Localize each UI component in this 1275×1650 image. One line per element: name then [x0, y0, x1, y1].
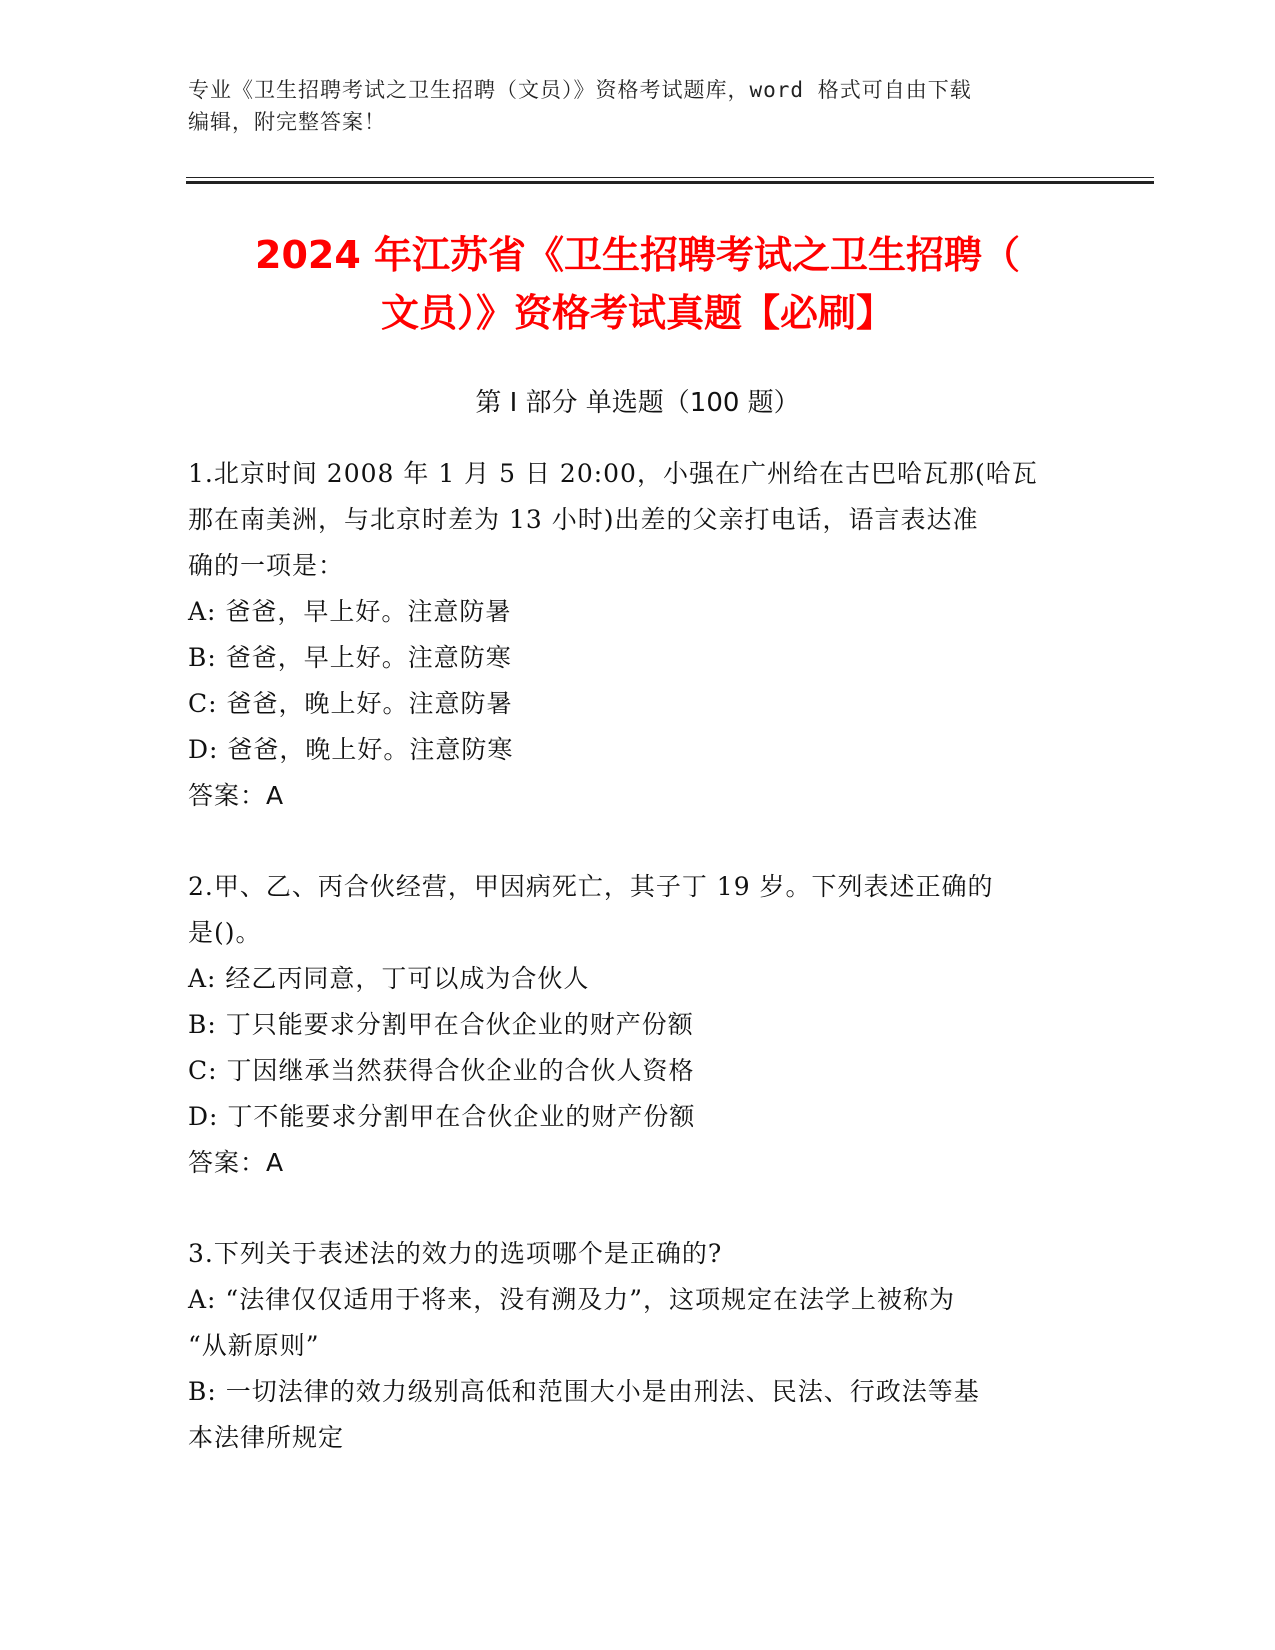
document-title-line-1: 2024 年江苏省《卫生招聘考试之卫生招聘（ — [255, 233, 1020, 277]
header-divider-thin — [186, 177, 1154, 178]
question-1 — [188, 451, 1068, 819]
question-2-answer: 答案：A — [188, 1148, 285, 1177]
question-2-option-a: A: 经乙丙同意，丁可以成为合伙人 — [188, 964, 590, 993]
question-1-line-2: 那在南美洲，与北京时差为 13 小时)出差的父亲打电话，语言表达准 — [188, 505, 979, 534]
question-3-option-a-cont: “从新原则” — [188, 1331, 320, 1360]
question-2-option-b: B: 丁只能要求分割甲在合伙企业的财产份额 — [188, 1010, 694, 1039]
question-1-line-1: 1.北京时间 2008 年 1 月 5 日 20:00，小强在广州给在古巴哈瓦那(哈瓦 — [188, 459, 1038, 488]
question-2-line-2: 是()。 — [188, 918, 262, 947]
document-title-line-2: 文员）》资格考试真题【必刷】 — [380, 291, 894, 335]
question-1-answer: 答案：A — [188, 781, 285, 810]
question-3-option-b: B: 一切法律的效力级别高低和范围大小是由刑法、民法、行政法等基 — [188, 1377, 980, 1406]
question-2-option-c: C: 丁因继承当然获得合伙企业的合伙人资格 — [188, 1056, 695, 1085]
section-title: 第 I 部分 单选题（100 题） — [475, 388, 800, 418]
question-1-option-d: D: 爸爸，晚上好。注意防寒 — [188, 735, 514, 764]
question-1-option-b: B: 爸爸，早上好。注意防寒 — [188, 643, 512, 672]
question-2-option-d: D: 丁不能要求分割甲在合伙企业的财产份额 — [188, 1102, 696, 1131]
header-divider-thick — [186, 181, 1154, 184]
header-note-line-1: 专业《卫生招聘考试之卫生招聘（文员）》资格考试题库，word 格式可自由下载 — [188, 78, 972, 102]
question-2-line-1: 2.甲、乙、丙合伙经营，甲因病死亡，其子丁 19 岁。下列表述正确的 — [188, 872, 994, 901]
document-title — [150, 226, 1125, 342]
question-3-option-b-cont: 本法律所规定 — [188, 1423, 345, 1452]
question-2 — [188, 864, 1068, 1186]
question-3 — [188, 1231, 1068, 1461]
question-1-option-a: A: 爸爸，早上好。注意防暑 — [188, 597, 512, 626]
question-1-option-c: C: 爸爸，晚上好。注意防暑 — [188, 689, 513, 718]
question-3-option-a: A: “法律仅仅适用于将来，没有溯及力”，这项规定在法学上被称为 — [188, 1285, 955, 1314]
header-note — [188, 74, 1068, 138]
question-3-line-1: 3.下列关于表述法的效力的选项哪个是正确的? — [188, 1239, 723, 1268]
header-note-line-2: 编辑，附完整答案！ — [188, 110, 386, 134]
question-1-line-3: 确的一项是： — [188, 551, 345, 580]
